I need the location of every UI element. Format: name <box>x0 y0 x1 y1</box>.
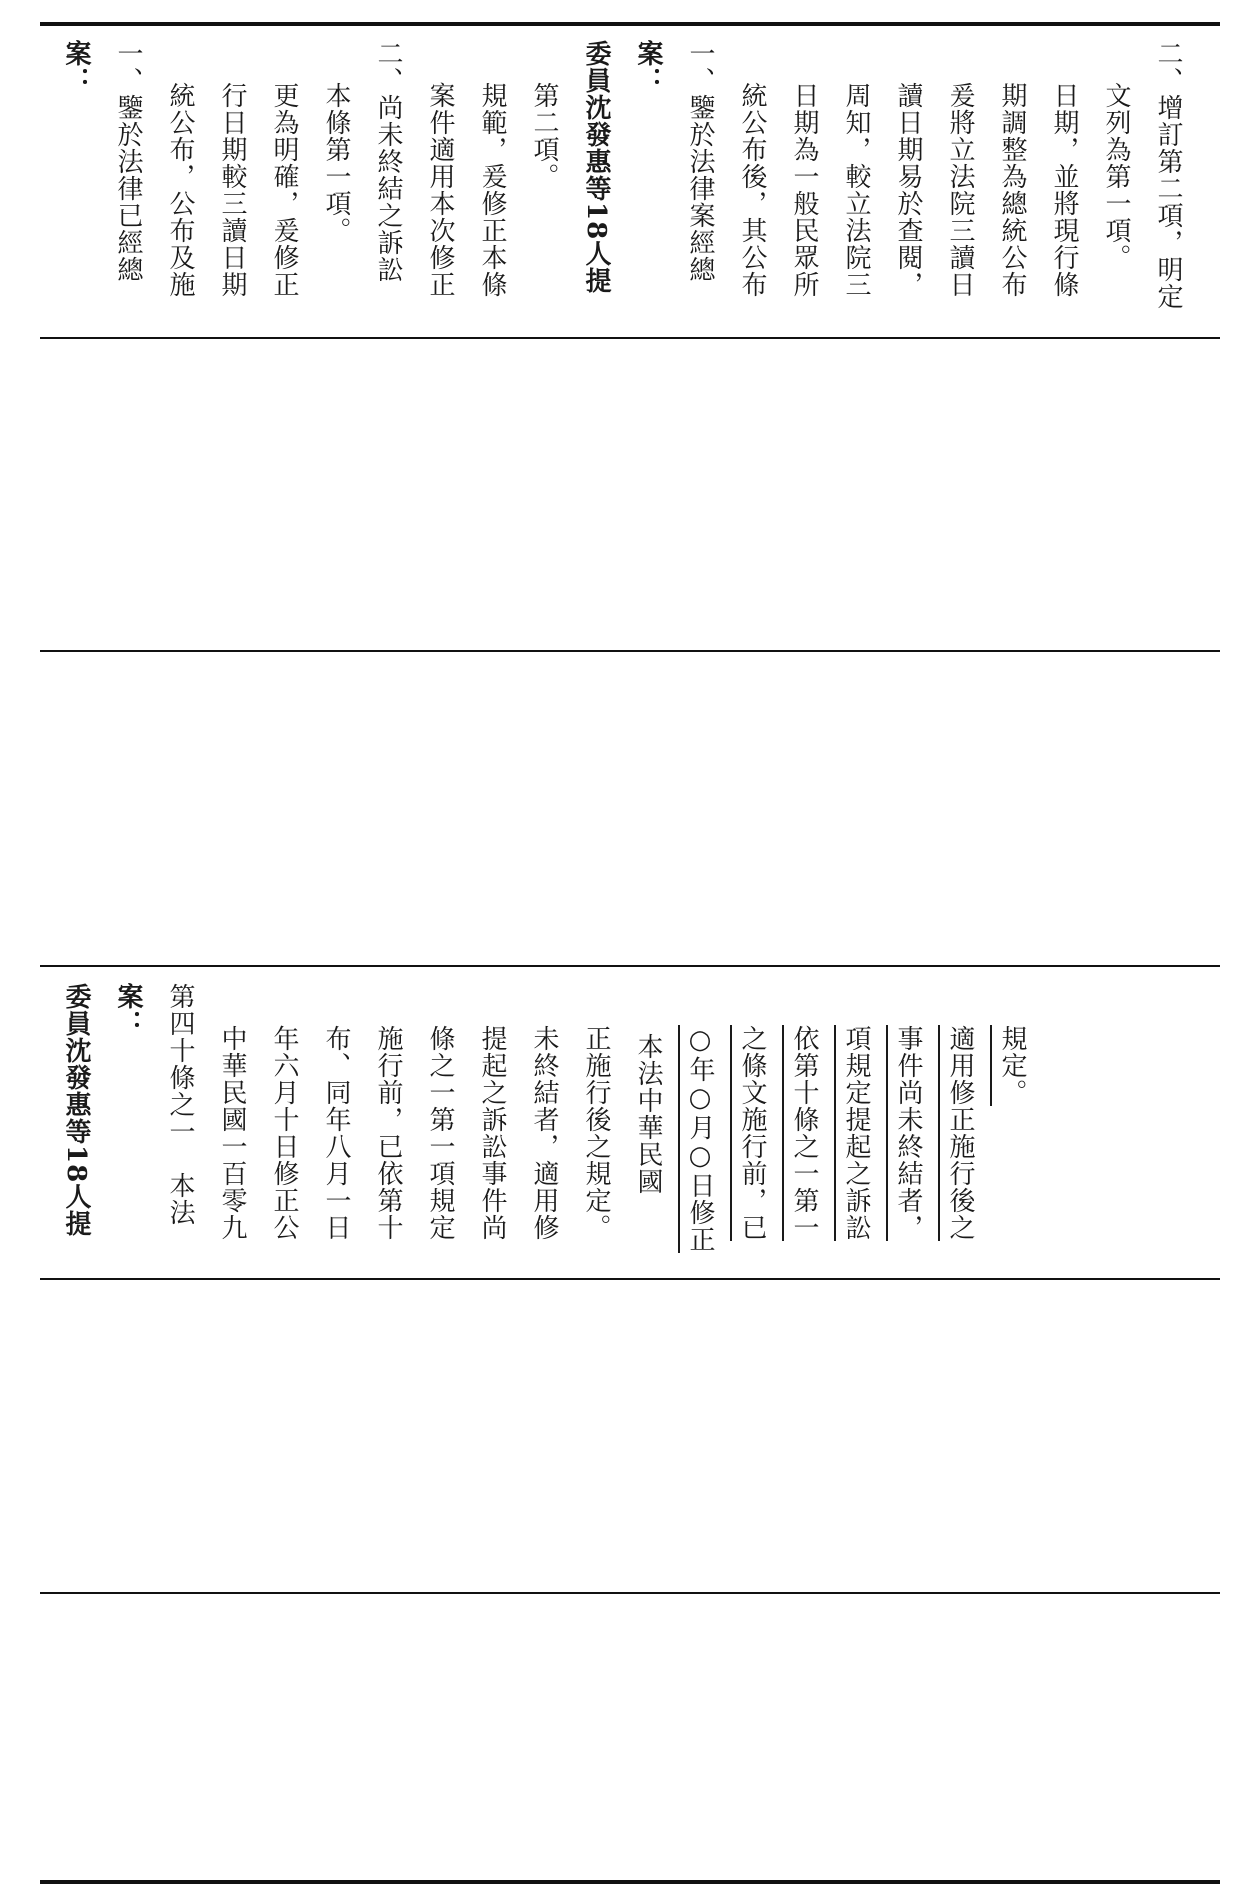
text-column: 一、鑒於法律已經總 <box>113 40 143 283</box>
row-divider <box>40 1278 1220 1280</box>
text-column: 二、增訂第二項，明定 <box>1153 40 1183 310</box>
text-column: 一、鑒於法律案經總 <box>685 40 715 283</box>
text-column: 項規定提起之訴訟 <box>841 1025 871 1241</box>
text-column: 之條文施行前，已 <box>737 1025 767 1241</box>
text-column: 年六月十日修正公 <box>269 1025 299 1241</box>
text-column: 本法中華民國 <box>633 1033 663 1195</box>
text-column: 事件尚未終結者， <box>893 1025 923 1241</box>
text-column: 二、尚未終結之訴訟 <box>373 40 403 283</box>
text-column: 條之一第一項規定 <box>425 1025 455 1241</box>
text-column: 本條第一項。 <box>321 82 351 244</box>
text-column: 爰將立法院三讀日 <box>945 82 975 298</box>
text-column: 適用修正施行後之 <box>945 1025 975 1241</box>
text-column: 期調整為總統公布 <box>997 82 1027 298</box>
bottom-rule <box>40 1880 1220 1884</box>
text-column: 日期為一般民眾所 <box>789 82 819 298</box>
text-column: 案件適用本次修正 <box>425 82 455 298</box>
text-column: 規定。 <box>997 1025 1027 1106</box>
text-column: 正施行後之規定。 <box>581 1025 611 1241</box>
text-column: 委員沈發惠等18人提 <box>61 983 91 1238</box>
text-column: 依第十條之一第一 <box>789 1025 819 1241</box>
table-row-empty <box>40 1610 1220 1878</box>
text-column: 規範，爰修正本條 <box>477 82 507 298</box>
table-row-empty <box>40 1296 1220 1590</box>
text-column: 統公布，公布及施 <box>165 82 195 298</box>
table-row-reasons <box>40 40 1220 335</box>
table-row-empty <box>40 668 1220 963</box>
text-column: 案： <box>61 40 91 94</box>
text-column: 案： <box>633 40 663 94</box>
top-rule <box>40 22 1220 26</box>
text-column: 案： <box>113 983 143 1037</box>
text-column: 更為明確，爰修正 <box>269 82 299 298</box>
text-column: 文列為第一項。 <box>1101 82 1131 271</box>
row-divider <box>40 650 1220 652</box>
text-column: 第四十條之一 本法 <box>165 983 195 1226</box>
row-divider <box>40 965 1220 967</box>
text-column: 日期，並將現行條 <box>1049 82 1079 298</box>
text-column: 讀日期易於查閱， <box>893 82 923 298</box>
row-divider <box>40 337 1220 339</box>
text-column: 第二項。 <box>529 82 559 190</box>
row-divider <box>40 1592 1220 1594</box>
text-column: 周知，較立法院三 <box>841 82 871 298</box>
table-row-empty <box>40 355 1220 648</box>
text-column: 施行前，已依第十 <box>373 1025 403 1241</box>
text-column: 中華民國一百零九 <box>217 1025 247 1241</box>
text-column: 未終結者，適用修 <box>529 1025 559 1241</box>
text-column: 委員沈發惠等18人提 <box>581 40 611 295</box>
text-column: 布、同年八月一日 <box>321 1025 351 1241</box>
text-column: 行日期較三讀日期 <box>217 82 247 298</box>
table-row-amendment <box>40 983 1220 1276</box>
text-column: ○年○月○日修正 <box>685 1025 715 1253</box>
text-column: 提起之訴訟事件尚 <box>477 1025 507 1241</box>
text-column: 統公布後，其公布 <box>737 82 767 298</box>
